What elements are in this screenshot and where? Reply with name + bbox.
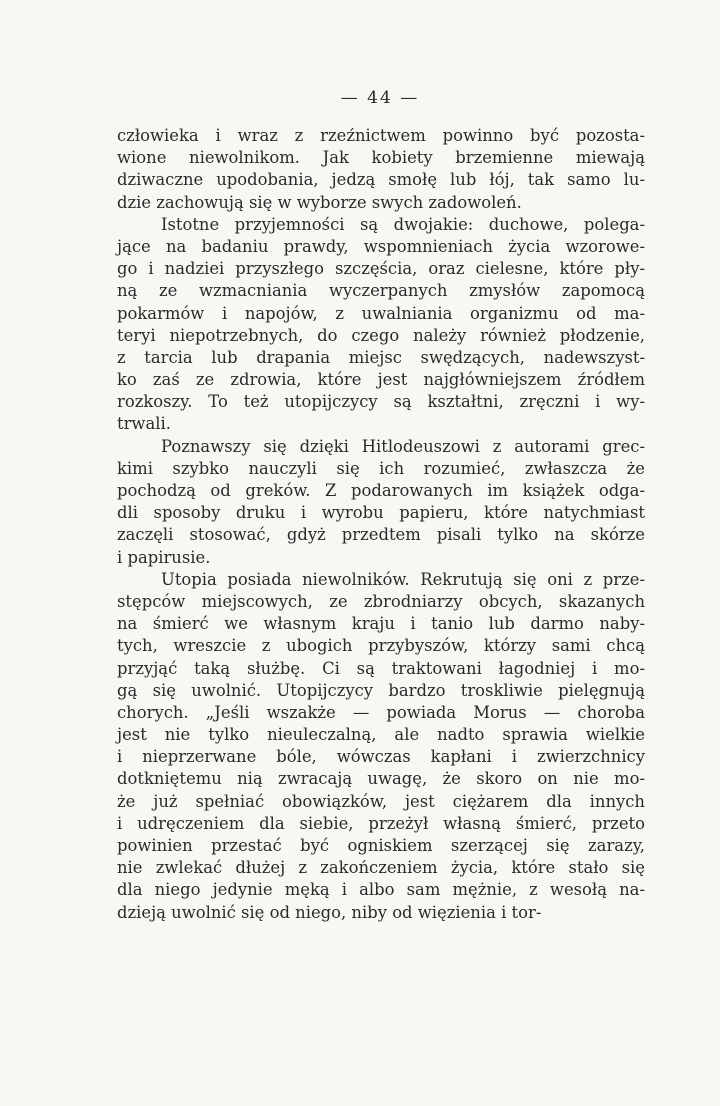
text-line: tych, wreszcie z ubogich przybyszów, którzy sami chcą xyxy=(117,636,645,656)
text-line: jest nie tylko nieuleczalną, ale nadto sprawia wielkie xyxy=(117,725,645,745)
text-line: i udręczeniem dla siebie, przeżył własną śmierć, przeto xyxy=(117,813,645,833)
text-line: dotkniętemu nią zwracają uwagę, że skoro on nie mo- xyxy=(117,769,645,789)
text-line: powinien przestać być ogniskiem szerzącej się zarazy, xyxy=(117,836,645,855)
paragraph xyxy=(117,569,645,924)
text-line: i nieprzerwane bóle, wówczas kapłani i zwierzchnicy xyxy=(117,747,645,767)
text-line: rozkoszy. To też utopijczycy są kształtni, zręczni i wy- xyxy=(117,392,645,412)
text-line: wione niewolnikom. Jak kobiety brzemienne miewają xyxy=(117,148,645,168)
text-line: dzieją uwolnić się od niego, niby od więzienia i tor- xyxy=(117,902,542,922)
text-line: stępców miejscowych, ze zbrodniarzy obcych, skazanych xyxy=(117,591,645,611)
text-line: pokarmów i napojów, z uwalniania organizmu od ma- xyxy=(117,303,645,323)
paragraph xyxy=(117,436,645,569)
text-line: dzie zachowują się w wyborze swych zadowoleń. xyxy=(117,192,522,212)
text-line: nie zwlekać dłużej z zakończeniem życia, które stało się xyxy=(117,858,645,878)
text-line: i papirusie. xyxy=(117,547,211,567)
text-line: pochodzą od greków. Z podarowanych im książek odga- xyxy=(117,481,645,500)
text-line: na śmierć we własnym kraju i tanio lub darmo naby- xyxy=(117,614,645,634)
text-line: kimi szybko nauczyli się ich rozumieć, zwłaszcza że xyxy=(117,458,645,478)
text-line: teryi niepotrzebnych, do czego należy również płodzenie, xyxy=(117,325,645,345)
text-line: człowieka i wraz z rzeźnictwem powinno być pozosta- xyxy=(117,126,645,145)
text-line: Utopia posiada niewolników. Rekrutują się oni z prze- xyxy=(161,569,645,589)
page-number: — 44 — xyxy=(340,88,420,108)
body-text xyxy=(117,125,645,924)
text-line: przyjąć taką służbę. Ci są traktowani łagodniej i mo- xyxy=(117,658,645,678)
text-line: dli sposoby druku i wyrobu papieru, które natychmiast xyxy=(117,503,645,523)
paragraph xyxy=(117,125,645,214)
text-line: trwali. xyxy=(117,414,171,434)
text-line: Poznawszy się dzięki Hitlodeuszowi z autorami grec- xyxy=(161,436,645,456)
text-line: gą się uwolnić. Utopijczycy bardzo troskliwie pielęgnują xyxy=(117,680,645,700)
text-line: ną ze wzmacniania wyczerpanych zmysłów zapomocą xyxy=(117,281,645,301)
paragraph xyxy=(117,214,645,436)
text-line: zaczęli stosować, gdyż przedtem pisali tylko na skórze xyxy=(117,525,645,545)
text-line: dziwaczne upodobania, jedzą smołę lub łój, tak samo lu- xyxy=(117,170,645,190)
text-line: z tarcia lub drapania miejsc swędzących, nadewszyst- xyxy=(117,347,645,367)
text-line: chorych. „Jeśli wszakże — powiada Morus — choroba xyxy=(117,702,645,722)
text-line: że już spełniać obowiązków, jest ciężarem dla innych xyxy=(117,791,645,811)
text-line: dla niego jedynie męką i albo sam mężnie, z wesołą na- xyxy=(117,880,645,900)
text-line: go i nadziei przyszłego szczęścia, oraz cielesne, które pły- xyxy=(117,259,645,279)
text-line: jące na badaniu prawdy, wspomnieniach życia wzorowe- xyxy=(117,236,645,256)
text-line: Istotne przyjemności są dwojakie: duchowe, polega- xyxy=(161,214,645,234)
text-line: ko zaś ze zdrowia, które jest najgłówniejszem źródłem xyxy=(117,370,645,390)
